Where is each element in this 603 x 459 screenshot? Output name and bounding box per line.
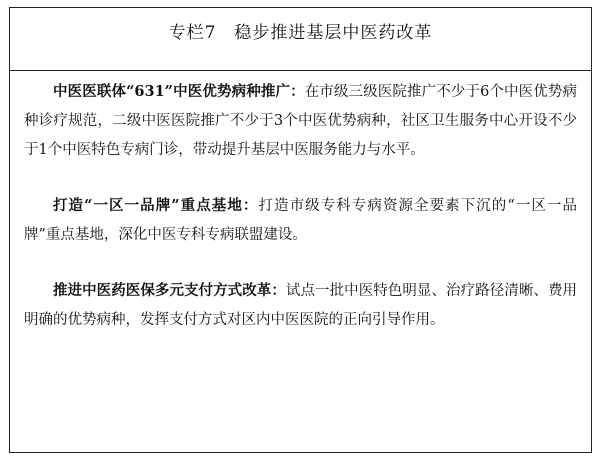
item-paragraph-3	[24, 276, 577, 335]
item-body-3: 试点一批中医特色明显、治疗路径清晰、费用明确的优势病种，发挥支付方式对区内中医医院的正向引导作用。	[24, 283, 578, 328]
box-content	[10, 71, 591, 335]
box-title-prefix: 专栏7	[168, 23, 217, 43]
item-body-1: 在市级三级医院推广不少于6个中医优势病种诊疗规范，二级中医医院推广不少于3个中医优势病种，社区卫生服务中心开设不少于1个中医特色专病门诊，带动提升基层中医服务能力与水平。	[24, 84, 577, 158]
item-heading-1: 中医医联体“631”中医优势病种推广：	[53, 83, 305, 100]
item-paragraph-1	[24, 77, 577, 165]
box-title	[10, 8, 591, 71]
item-paragraph-2	[24, 191, 577, 250]
box-title-text: 稳步推进基层中医药改革	[234, 23, 433, 43]
feature-box	[9, 7, 592, 453]
item-heading-3: 推进中医药医保多元支付方式改革：	[53, 282, 286, 299]
item-heading-2: 打造“一区一品牌”重点基地：	[53, 197, 259, 214]
item-body-2: 打造市级专科专病资源全要素下沉的“一区一品牌”重点基地，深化中医专科专病联盟建设。	[24, 198, 577, 243]
